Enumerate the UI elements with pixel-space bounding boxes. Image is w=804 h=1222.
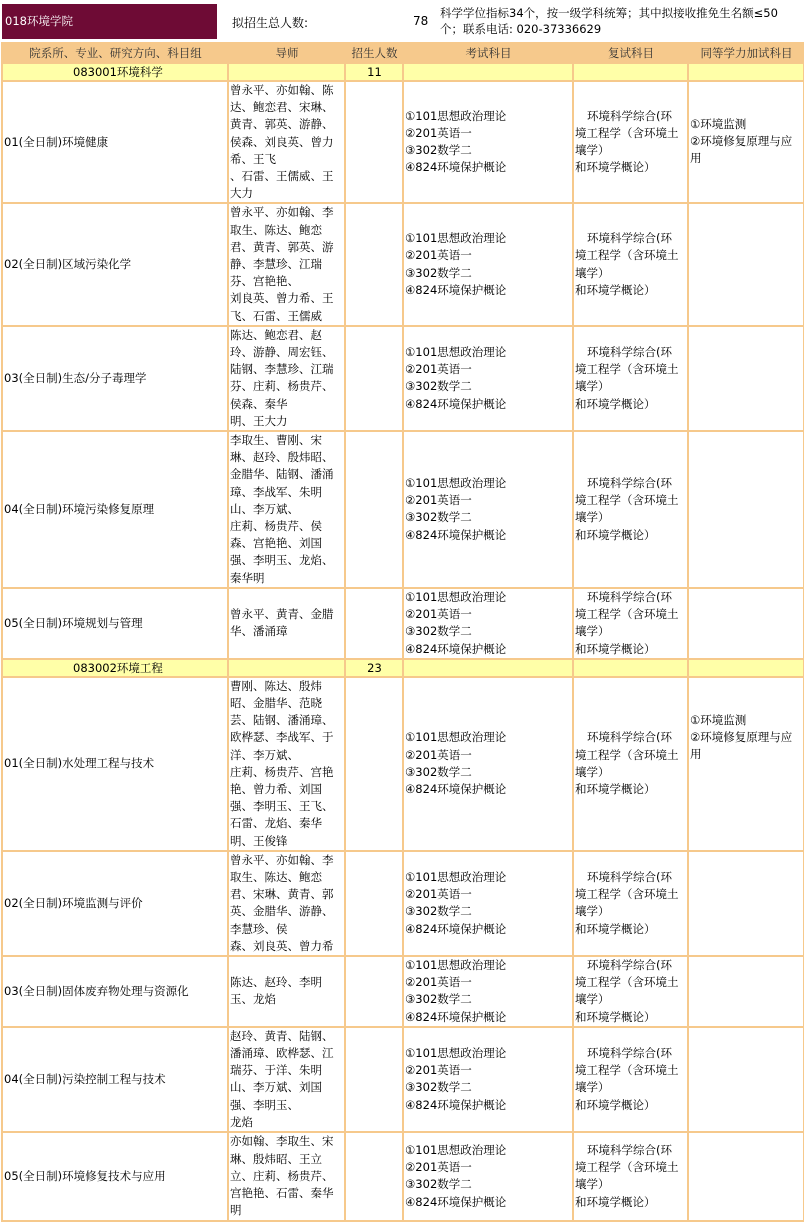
retest-line: 和环境学概论）: [575, 1194, 656, 1209]
direction-name: 01(全日制)环境健康: [2, 81, 228, 203]
extra-subjects-cell: [688, 203, 804, 325]
advisor-line: 赵玲、黄青、陆钢、: [230, 1028, 334, 1043]
major-count: 11: [345, 63, 403, 81]
advisors-cell: [228, 326, 345, 431]
exam-subject: ②201英语一: [405, 362, 472, 377]
retest-line: 境工程学（含环境土: [575, 1160, 679, 1175]
advisor-line: 秦华明: [230, 570, 265, 585]
major-extra: [688, 63, 804, 81]
retest-line: 壤学）: [575, 143, 610, 158]
advisor-line: 明、王俊锋: [230, 833, 288, 848]
retest-line: 环境科学综合(环: [587, 1045, 672, 1060]
advisor-line: 英、金腊华、游静、: [230, 904, 334, 919]
major-retest: [573, 659, 688, 677]
retest-line: 和环境学概论）: [575, 1009, 656, 1024]
retest-subjects-cell: [573, 81, 688, 203]
advisor-line: 山、李万斌、: [230, 501, 299, 516]
exam-subject: ①101思想政治理论: [405, 476, 507, 491]
retest-line: 和环境学概论）: [575, 1097, 656, 1112]
advisor-line: 艳、曾力希、刘国: [230, 781, 322, 796]
advisor-line: 达、鲍恋君、宋琳、: [230, 100, 334, 115]
advisors-cell: [228, 588, 345, 659]
advisors-cell: [228, 1027, 345, 1132]
advisor-line: 强、李明玉、: [230, 1097, 299, 1112]
advisor-line: 芸、陆钢、潘涌璋、: [230, 713, 334, 728]
column-header: 导师: [228, 43, 345, 63]
exam-subject: ②201英语一: [405, 747, 472, 762]
advisor-line: 君、黄青、郭英、游: [230, 239, 334, 254]
major-row: [2, 63, 804, 81]
major-advisors: [228, 659, 345, 677]
exam-subject: ③302数学二: [405, 143, 472, 158]
exam-subjects-cell: [403, 677, 573, 851]
direction-row: [2, 1027, 804, 1132]
extra-subjects-cell: [688, 1132, 804, 1221]
advisor-line: 刘良英、曾力希、王: [230, 291, 334, 306]
exam-subject: ①101思想政治理论: [405, 730, 507, 745]
extra-line: 用: [690, 747, 702, 762]
exam-subject: ③302数学二: [405, 510, 472, 525]
major-row: [2, 659, 804, 677]
advisor-line: 璋、李战军、朱明: [230, 484, 322, 499]
advisor-line: 华、潘涌璋: [230, 624, 288, 639]
retest-line: 壤学）: [575, 992, 610, 1007]
major-advisors: [228, 63, 345, 81]
department-title: 018环境学院: [2, 4, 217, 39]
advisor-line: 潘涌璋、欧桦瑟、江: [230, 1045, 334, 1060]
quota-value: 78: [413, 14, 429, 28]
quota-cell: [345, 431, 403, 588]
retest-line: 环境科学综合(环: [587, 1143, 672, 1158]
exam-subject: ③302数学二: [405, 764, 472, 779]
quota-cell: [345, 203, 403, 325]
retest-subjects-cell: [573, 203, 688, 325]
admissions-table: [1, 42, 804, 1222]
retest-subjects-cell: [573, 1132, 688, 1221]
retest-subjects-cell: [573, 588, 688, 659]
extra-subjects-cell: [688, 588, 804, 659]
retest-line: 环境科学综合(环: [587, 957, 672, 972]
advisor-line: 明、王大力: [230, 413, 288, 428]
retest-line: 壤学）: [575, 1177, 610, 1192]
retest-line: 和环境学概论）: [575, 282, 656, 297]
exam-subject: ①101思想政治理论: [405, 345, 507, 360]
exam-subjects-cell: [403, 588, 573, 659]
quota-cell: [345, 851, 403, 956]
major-name: 083002环境工程: [2, 659, 228, 677]
retest-line: 境工程学（含环境土: [575, 493, 679, 508]
direction-name: 03(全日制)生态/分子毒理学: [2, 326, 228, 431]
major-exam: [403, 659, 573, 677]
retest-line: 境工程学（含环境土: [575, 887, 679, 902]
retest-line: 和环境学概论）: [575, 641, 656, 656]
extra-line: ①环境监测: [690, 712, 747, 727]
advisor-line: 玲、游静、周宏钰、: [230, 345, 334, 360]
retest-line: 境工程学（含环境土: [575, 1063, 679, 1078]
retest-subjects-cell: [573, 1027, 688, 1132]
advisor-line: 侯森、刘良英、曾力: [230, 134, 334, 149]
direction-name: 01(全日制)水处理工程与技术: [2, 677, 228, 851]
quota-label: 拟招生总人数:: [232, 16, 309, 30]
major-extra: [688, 659, 804, 677]
major-exam: [403, 63, 573, 81]
column-header: 院系所、专业、研究方向、科目组: [2, 43, 228, 63]
exam-subject: ③302数学二: [405, 904, 472, 919]
exam-subject: ③302数学二: [405, 624, 472, 639]
retest-line: 和环境学概论）: [575, 781, 656, 796]
direction-name: 02(全日制)环境监测与评价: [2, 851, 228, 956]
retest-subjects-cell: [573, 851, 688, 956]
retest-line: 壤学）: [575, 265, 610, 280]
major-retest: [573, 63, 688, 81]
advisors-cell: [228, 956, 345, 1027]
exam-subject: ④824环境保护概论: [405, 396, 507, 411]
advisor-line: 亦如翰、李取生、宋: [230, 1134, 334, 1149]
exam-subject: ②201英语一: [405, 1160, 472, 1175]
advisor-line: 洋、李万斌、: [230, 747, 299, 762]
extra-line: ①环境监测: [690, 117, 747, 131]
extra-subjects-cell: [688, 326, 804, 431]
retest-subjects-cell: [573, 677, 688, 851]
major-name: 083001环境科学: [2, 63, 228, 81]
exam-subjects-cell: [403, 203, 573, 325]
exam-subject: ④824环境保护概论: [405, 921, 507, 936]
quota-cell: [345, 81, 403, 203]
retest-line: 境工程学（含环境土: [575, 747, 679, 762]
direction-row: [2, 677, 804, 851]
advisor-line: 陆钢、李慧珍、江瑞: [230, 362, 334, 377]
advisor-line: 庄莉、杨贵芹、侯: [230, 519, 322, 534]
exam-subjects-cell: [403, 81, 573, 203]
exam-subject: ①101思想政治理论: [405, 869, 507, 884]
retest-line: 壤学）: [575, 379, 610, 394]
retest-line: 和环境学概论）: [575, 396, 656, 411]
exam-subject: ④824环境保护概论: [405, 641, 507, 656]
direction-name: 04(全日制)环境污染修复原理: [2, 431, 228, 588]
retest-line: 境工程学（含环境土: [575, 248, 679, 263]
retest-line: 环境科学综合(环: [587, 345, 672, 360]
retest-line: 和环境学概论）: [575, 527, 656, 542]
exam-subject: ④824环境保护概论: [405, 1009, 507, 1024]
table-header-row: [2, 43, 804, 63]
quota-note-line: 科学学位指标34个，按一级学科统筹；其中拟接收推免生名额≤50: [440, 6, 778, 20]
exam-subject: ①101思想政治理论: [405, 957, 507, 972]
advisor-line: 强、李明玉、龙焰、: [230, 553, 334, 568]
header-bar: [0, 0, 804, 42]
retest-line: 壤学）: [575, 904, 610, 919]
advisor-line: 黄青、郭英、游静、: [230, 117, 334, 132]
quota-cell: [345, 956, 403, 1027]
exam-subject: ②201英语一: [405, 975, 472, 990]
advisor-line: 山、李万斌、刘国: [230, 1080, 322, 1095]
direction-name: 05(全日制)环境修复技术与应用: [2, 1132, 228, 1221]
advisor-line: 曹刚、陈达、殷炜: [230, 678, 322, 693]
retest-line: 和环境学概论）: [575, 921, 656, 936]
retest-line: 壤学）: [575, 624, 610, 639]
extra-subjects-cell: [688, 956, 804, 1027]
exam-subject: ④824环境保护概论: [405, 282, 507, 297]
retest-line: 境工程学（含环境土: [575, 362, 679, 377]
retest-line: 壤学）: [575, 764, 610, 779]
direction-row: [2, 851, 804, 956]
exam-subject: ①101思想政治理论: [405, 108, 507, 123]
advisors-cell: [228, 677, 345, 851]
advisor-line: 金腊华、陆钢、潘涌: [230, 467, 334, 482]
retest-line: 和环境学概论）: [575, 160, 656, 175]
exam-subject: ②201英语一: [405, 887, 472, 902]
exam-subject: ③302数学二: [405, 379, 472, 394]
retest-line: 环境科学综合(环: [587, 589, 672, 604]
direction-row: [2, 203, 804, 325]
advisor-line: 宫艳艳、石雷、秦华: [230, 1186, 334, 1201]
direction-name: 05(全日制)环境规划与管理: [2, 588, 228, 659]
advisor-line: 陈达、鲍恋君、赵: [230, 327, 322, 342]
exam-subjects-cell: [403, 1027, 573, 1132]
advisors-cell: [228, 431, 345, 588]
exam-subject: ①101思想政治理论: [405, 1143, 507, 1158]
advisor-line: 希、王飞: [230, 151, 276, 166]
direction-row: [2, 431, 804, 588]
advisor-line: 瑞芬、于洋、朱明: [230, 1063, 322, 1078]
advisor-line: 李慧珍、侯: [230, 921, 288, 936]
retest-subjects-cell: [573, 956, 688, 1027]
exam-subjects-cell: [403, 431, 573, 588]
major-count: 23: [345, 659, 403, 677]
exam-subject: ①101思想政治理论: [405, 589, 507, 604]
advisors-cell: [228, 81, 345, 203]
advisor-line: 强、李明玉、王飞、: [230, 799, 334, 814]
direction-row: [2, 1132, 804, 1221]
exam-subjects-cell: [403, 851, 573, 956]
exam-subject: ②201英语一: [405, 126, 472, 140]
advisor-line: 曾永平、黄青、金腊: [230, 607, 334, 622]
advisor-line: 君、宋琳、黄青、郭: [230, 887, 334, 902]
column-header: 考试科目: [403, 43, 573, 63]
exam-subject: ③302数学二: [405, 265, 472, 280]
advisor-line: 庄莉、杨贵芹、宫艳: [230, 764, 334, 779]
exam-subject: ②201英语一: [405, 1063, 472, 1078]
retest-subjects-cell: [573, 431, 688, 588]
advisors-cell: [228, 851, 345, 956]
advisors-cell: [228, 1132, 345, 1221]
quota-cell: [345, 588, 403, 659]
column-header: 复试科目: [573, 43, 688, 63]
exam-subject: ②201英语一: [405, 607, 472, 622]
retest-line: 壤学）: [575, 1080, 610, 1095]
advisor-line: 森、刘良英、曾力希: [230, 938, 334, 953]
extra-line: ②环境修复原理与应: [690, 729, 793, 744]
extra-subjects-cell: [688, 81, 804, 203]
advisor-line: 明: [230, 1203, 242, 1218]
advisor-line: 欧桦瑟、李战军、于: [230, 730, 334, 745]
advisor-line: 李取生、曹刚、宋: [230, 433, 322, 448]
retest-line: 境工程学（含环境土: [575, 975, 679, 990]
exam-subject: ③302数学二: [405, 992, 472, 1007]
exam-subject: ④824环境保护概论: [405, 160, 507, 175]
extra-line: 用: [690, 151, 702, 166]
exam-subjects-cell: [403, 956, 573, 1027]
direction-name: 03(全日制)固体废弃物处理与资源化: [2, 956, 228, 1027]
advisor-line: 森、宫艳艳、刘国: [230, 536, 322, 551]
exam-subject: ②201英语一: [405, 493, 472, 508]
retest-line: 境工程学（含环境土: [575, 607, 679, 622]
advisor-line: 侯森、秦华: [230, 396, 288, 411]
extra-subjects-cell: [688, 851, 804, 956]
exam-subject: ①101思想政治理论: [405, 231, 507, 246]
advisor-line: 石雷、龙焰、秦华: [230, 816, 322, 831]
advisor-line: 芬、宫艳艳、: [230, 274, 299, 289]
exam-subject: ①101思想政治理论: [405, 1045, 507, 1060]
advisor-line: 龙焰: [230, 1114, 253, 1129]
quota-note-line: 个；联系电话: 020-37336629: [440, 22, 602, 36]
column-header: 同等学力加试科目: [688, 43, 804, 63]
exam-subject: ④824环境保护概论: [405, 781, 507, 796]
extra-subjects-cell: [688, 431, 804, 588]
advisor-line: 静、李慧珍、江瑞: [230, 257, 322, 272]
quota-cell: [345, 326, 403, 431]
retest-line: 壤学）: [575, 510, 610, 525]
exam-subject: ③302数学二: [405, 1080, 472, 1095]
advisor-line: 曾永平、亦如翰、李: [230, 205, 334, 220]
exam-subject: ③302数学二: [405, 1177, 472, 1192]
retest-line: 环境科学综合(环: [587, 231, 672, 246]
advisor-line: 琳、赵玲、殷炜昭、: [230, 450, 334, 465]
exam-subject: ④824环境保护概论: [405, 1194, 507, 1209]
direction-name: 02(全日制)区域污染化学: [2, 203, 228, 325]
advisor-line: 芬、庄莉、杨贵芹、: [230, 379, 334, 394]
advisors-cell: [228, 203, 345, 325]
quota-note: [440, 5, 802, 37]
advisor-line: 取生、陈达、鲍恋: [230, 869, 322, 884]
direction-row: [2, 956, 804, 1027]
quota-cell: [345, 677, 403, 851]
exam-subjects-cell: [403, 1132, 573, 1221]
retest-line: 环境科学综合(环: [587, 108, 672, 123]
exam-subject: ④824环境保护概论: [405, 1097, 507, 1112]
direction-row: [2, 588, 804, 659]
retest-line: 境工程学（含环境土: [575, 126, 679, 140]
advisor-line: 琳、殷炜昭、王立: [230, 1151, 322, 1166]
direction-row: [2, 81, 804, 203]
direction-row: [2, 326, 804, 431]
advisor-line: 昭、金腊华、范晓: [230, 695, 322, 710]
retest-subjects-cell: [573, 326, 688, 431]
advisor-line: 玉、龙焰: [230, 992, 276, 1007]
exam-subjects-cell: [403, 326, 573, 431]
exam-subject: ④824环境保护概论: [405, 527, 507, 542]
retest-line: 环境科学综合(环: [587, 869, 672, 884]
advisor-line: 、石雷、王儒威、王: [230, 169, 334, 184]
advisor-line: 取生、陈达、鲍恋: [230, 222, 322, 237]
retest-line: 环境科学综合(环: [587, 730, 672, 745]
advisor-line: 陈达、赵玲、李明: [230, 975, 322, 990]
extra-line: ②环境修复原理与应: [690, 134, 793, 149]
extra-subjects-cell: [688, 677, 804, 851]
extra-subjects-cell: [688, 1027, 804, 1132]
column-header: 招生人数: [345, 43, 403, 63]
advisor-line: 曾永平、亦如翰、陈: [230, 83, 334, 97]
advisor-line: 曾永平、亦如翰、李: [230, 852, 334, 867]
quota-cell: [345, 1027, 403, 1132]
exam-subject: ②201英语一: [405, 248, 472, 263]
advisor-line: 立、庄莉、杨贵芹、: [230, 1168, 334, 1183]
quota-cell: [345, 1132, 403, 1221]
direction-name: 04(全日制)污染控制工程与技术: [2, 1027, 228, 1132]
advisor-line: 飞、石雷、王儒威: [230, 308, 322, 323]
advisor-line: 大力: [230, 186, 253, 201]
retest-line: 环境科学综合(环: [587, 476, 672, 491]
